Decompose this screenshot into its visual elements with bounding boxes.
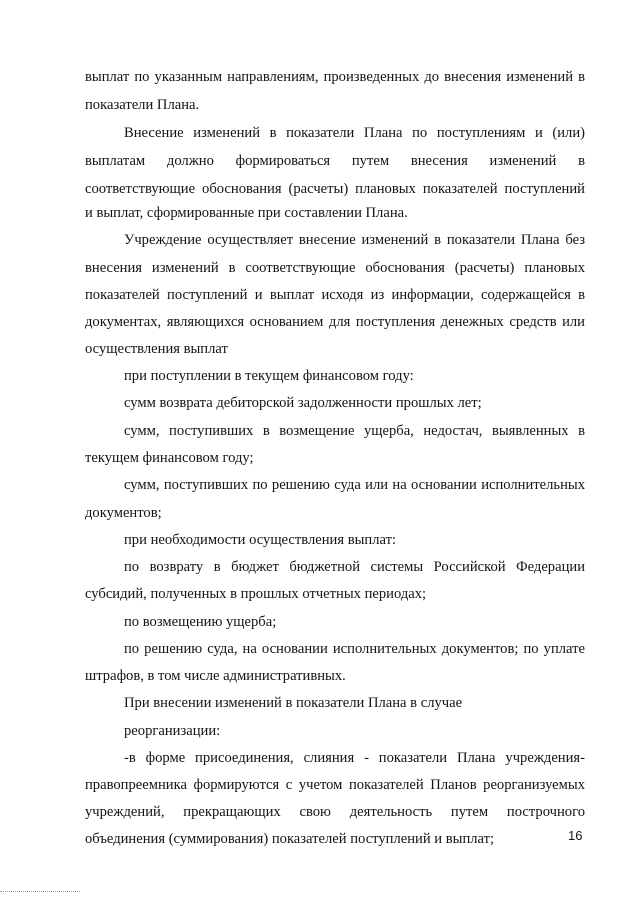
text-line: документах, являющихся основанием для поступления денежных средств или — [85, 314, 585, 330]
text-line: текущем финансовом году; — [85, 450, 254, 466]
paragraph-first-line: сумм, поступивших в возмещение ущерба, недостач, выявленных в — [124, 423, 585, 439]
text-line: субсидий, полученных в прошлых отчетных периодах; — [85, 586, 427, 602]
paragraph-first-line: при необходимости осуществления выплат: — [124, 532, 397, 548]
paragraph-first-line: по возмещению ущерба; — [124, 614, 277, 630]
page-number: 16 — [568, 828, 583, 843]
paragraph-first-line: по возврату в бюджет бюджетной системы Российской Федерации — [124, 559, 585, 575]
text-line: соответствующие обоснования (расчеты) плановых показателей поступлений — [85, 181, 585, 197]
text-line: правопреемника формируются с учетом показателей Планов реорганизуемых — [85, 777, 585, 793]
text-line: выплатам должно формироваться путем внесения изменений в — [85, 153, 585, 169]
paragraph-first-line: сумм, поступивших по решению суда или на основании исполнительных — [124, 477, 585, 493]
paragraph-first-line: Внесение изменений в показатели Плана по поступлениям и (или) — [124, 125, 585, 141]
scan-artifact — [0, 891, 80, 893]
paragraph-first-line: сумм возврата дебиторской задолженности прошлых лет; — [124, 395, 482, 411]
paragraph-first-line: Учреждение осуществляет внесение изменений в показатели Плана без — [124, 232, 585, 248]
paragraph-first-line: реорганизации: — [124, 723, 221, 739]
text-line: объединения (суммирования) показателей поступлений и выплат; — [85, 831, 495, 847]
text-line: осуществления выплат — [85, 341, 228, 357]
text-line: учреждений, прекращающих свою деятельность путем построчного — [85, 804, 585, 820]
paragraph-first-line: При внесении изменений в показатели Плана в случае — [124, 695, 463, 711]
text-line: внесения изменений в соответствующие обоснования (расчеты) плановых — [85, 260, 585, 276]
text-line: и выплат, сформированные при составлении Плана. — [85, 205, 408, 221]
text-line: показатели Плана. — [85, 97, 200, 113]
paragraph-first-line: -в форме присоединения, слияния - показатели Плана учреждения- — [124, 750, 585, 766]
text-line: штрафов, в том числе административных. — [85, 668, 346, 684]
text-line: показателей поступлений и выплат исходя из информации, содержащейся в — [85, 287, 585, 303]
paragraph-first-line: при поступлении в текущем финансовом году: — [124, 368, 414, 384]
text-line: документов; — [85, 505, 162, 521]
text-line: выплат по указанным направлениям, произведенных до внесения изменений в — [85, 69, 585, 85]
paragraph-first-line: по решению суда, на основании исполнительных документов; по уплате — [124, 641, 585, 657]
